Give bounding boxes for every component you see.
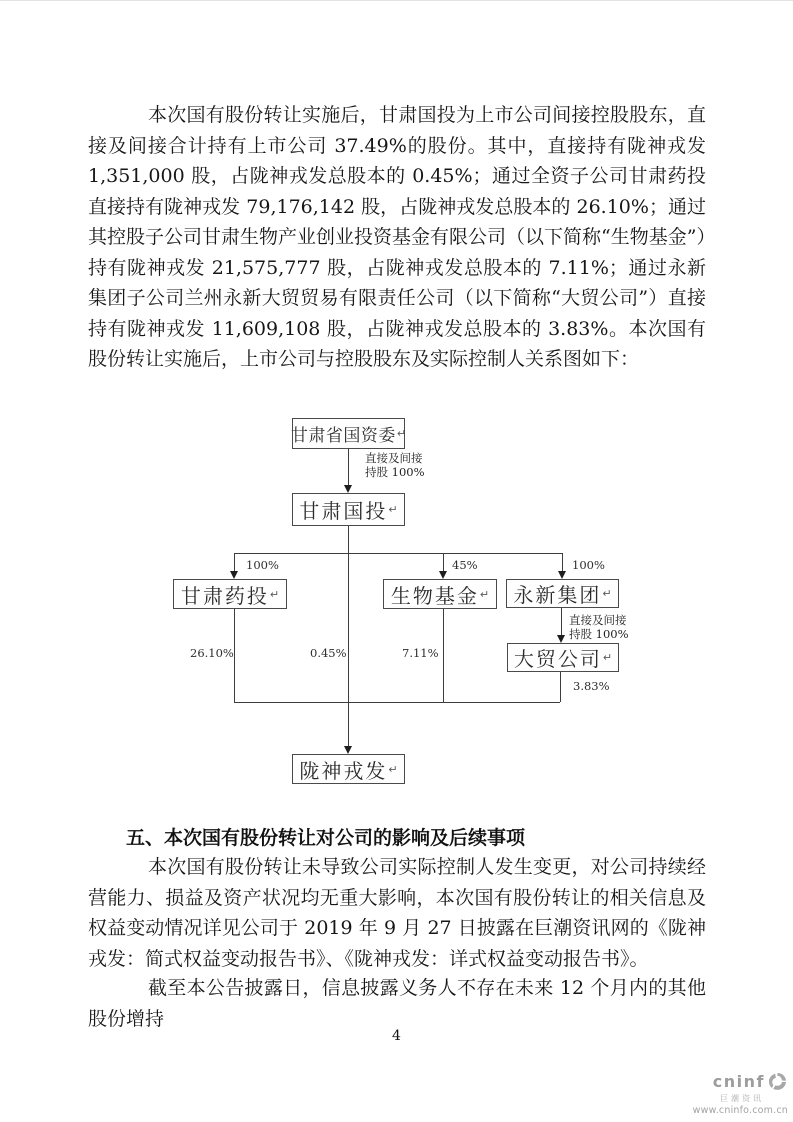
return-mark-icon: ↵	[602, 651, 613, 664]
cninfo-logo-row	[628, 1071, 788, 1092]
connector-line	[561, 608, 562, 635]
cninfo-logo	[628, 1071, 788, 1116]
cninfo-logo-url: www.cninfo.com.cn	[692, 1105, 788, 1116]
paragraph-impact: 本次国有股份转让未导致公司实际控制人发生变更，对公司持续经营能力、损益及资产状况均无重大影响，本次国有股份转让的相关信息及权益变动情况详见公司于 2019 年 9 月 27 日披露在巨潮资讯网的《陇神戎发：简式权益变动报告书》、《陇神戎发：详式权益变动报告书》。	[88, 856, 706, 970]
distribution-line-bottom	[234, 702, 560, 703]
return-mark-icon: ↵	[396, 427, 407, 440]
arrow-down-icon	[344, 746, 352, 754]
org-box-label: 大贸公司	[513, 647, 602, 671]
org-box-yongxin-jituan	[506, 579, 619, 608]
org-box-shengwu-jijin	[383, 579, 497, 609]
connector-line	[562, 553, 563, 571]
org-box-label: 甘肃国投	[299, 499, 388, 523]
arrow-down-icon	[230, 571, 238, 579]
org-box-label: 甘肃药投	[180, 583, 269, 608]
connector-line	[560, 672, 561, 702]
edge-label-pct-100-left: 100%	[246, 558, 279, 572]
edge-label-pct-3-83: 3.83%	[573, 679, 610, 693]
org-box-gansu-sasac	[292, 418, 405, 449]
return-mark-icon: ↵	[602, 587, 612, 600]
org-box-gansu-guotou	[292, 493, 405, 526]
org-box-gansu-yaotou	[173, 579, 287, 609]
edge-label-pct-0-45: 0.45%	[310, 646, 347, 660]
arrow-down-icon	[557, 635, 565, 643]
connector-line	[234, 553, 235, 571]
edge-label-line: 直接及间接	[365, 451, 423, 465]
section-heading: 五、本次国有股份转让对公司的影响及后续事项	[126, 827, 526, 849]
cninfo-logo-caption: 巨潮资讯	[720, 1094, 764, 1103]
edge-label-line: 持股 100%	[365, 465, 425, 479]
edge-label-direct-indirect-2	[569, 613, 629, 641]
cninfo-logo-text: cninf	[712, 1072, 765, 1091]
cninfo-swirl-icon	[767, 1071, 788, 1092]
connector-line	[443, 609, 444, 702]
page-number: 4	[392, 1028, 401, 1044]
connector-line	[443, 553, 444, 571]
return-mark-icon: ↵	[479, 587, 490, 601]
edge-label-pct-100-right: 100%	[572, 558, 605, 572]
paragraph-shareholding-detail: 本次国有股份转让实施后，甘肃国投为上市公司间接控股股东，直接及间接合计持有上市公司 37.49%的股份。其中，直接持有陇神戎发 1,351,000 股，占陇神戎发总股本的 0.45%；通过全资子公司甘肃药投直接持有陇神戎发 79,176,142 股，占陇神戎发总股本的 26.10%；通过其控股子公司甘肃生物产业创业投资基金有限公司（以下简称“生物基金”）持有陇神戎发 21,575,777 股，占陇神戎发总股本的 7.11%；通过永新集团子公司兰州永新大贸贸易有限责任公司（以下简称“大贸公司”）直接持有陇神戎发 11,609,108 股，占陇神戎发总股本的 3.83%。本次国有股份转让实施后，上市公司与控股股东及实际控制人关系图如下：	[88, 104, 706, 370]
org-box-label: 甘肃省国资委	[290, 426, 396, 446]
arrow-down-icon	[439, 571, 447, 579]
paragraph-future-plan: 截至本公告披露日，信息披露义务人不存在未来 12 个月内的其他股份增持	[88, 977, 706, 1030]
edge-label-line: 直接及间接	[569, 613, 627, 627]
edge-label-pct-7-11: 7.11%	[402, 646, 439, 660]
org-box-label: 生物基金	[390, 583, 479, 608]
return-mark-icon: ↵	[388, 762, 398, 776]
return-mark-icon: ↵	[388, 503, 398, 516]
edge-label-line: 持股 100%	[569, 627, 629, 641]
connector-line	[234, 609, 235, 702]
connector-line-center	[348, 526, 349, 746]
distribution-line-top	[234, 553, 563, 554]
arrow-down-icon	[558, 571, 566, 579]
org-box-damao-gongsi	[507, 643, 619, 672]
org-box-longshen-rongfa	[292, 754, 405, 784]
edge-label-direct-indirect	[365, 451, 425, 479]
edge-label-pct-26-10: 26.10%	[190, 646, 234, 660]
arrow-down-icon	[344, 485, 352, 493]
org-box-label: 陇神戎发	[299, 758, 388, 783]
connector-line	[348, 449, 349, 485]
org-box-label: 永新集团	[513, 583, 602, 607]
edge-label-pct-45: 45%	[452, 558, 478, 572]
return-mark-icon: ↵	[269, 587, 280, 601]
